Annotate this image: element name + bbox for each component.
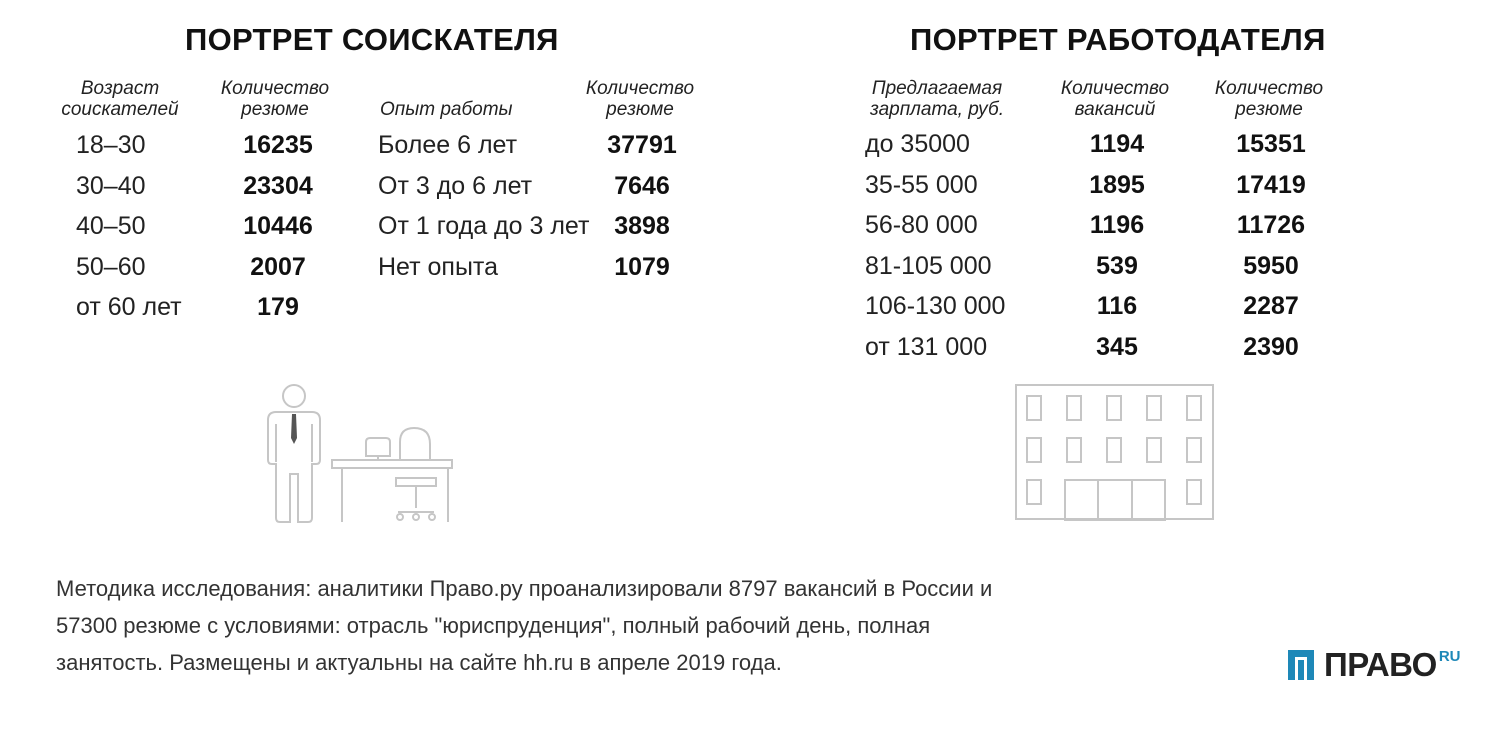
exp-header: Опыт работы [380,99,513,120]
age-label: 18–30 [76,131,146,159]
methodology-line2: 57300 резюме с условиями: отрасль "юриспруденция", полный рабочий день, полная [56,613,931,638]
resumes-value: 5950 [1243,252,1299,280]
age-value: 2007 [250,253,306,281]
exp-count-header-line1: Количество [585,78,695,99]
resumes-header-line1: Количество [1214,78,1324,99]
employer-title: ПОРТРЕТ РАБОТОДАТЕЛЯ [910,22,1326,57]
age-value: 179 [257,293,299,321]
salary-header [852,78,1022,120]
salary-label: 56-80 000 [865,211,978,239]
exp-value: 7646 [614,172,670,200]
salary-label: 106-130 000 [865,292,1006,320]
age-value: 10446 [243,212,313,240]
methodology-line3: занятость. Размещены и актуальны на сайте hh.ru в апреле 2019 года. [56,650,782,675]
vacancies-header [1045,78,1185,120]
salary-header-line2: зарплата, руб. [869,99,1005,120]
pravo-logo-icon [1288,650,1318,680]
resumes-value: 2287 [1243,292,1299,320]
logo-text: ПРАВО [1324,646,1437,683]
age-label: 50–60 [76,253,146,281]
exp-label: От 1 года до 3 лет [378,212,590,240]
exp-value: 3898 [614,212,670,240]
resumes-value: 2390 [1243,333,1299,361]
exp-count-header-line2: резюме [606,99,674,120]
age-value: 23304 [243,172,313,200]
salary-label: 35-55 000 [865,171,978,199]
age-value: 16235 [243,131,313,159]
resumes-value: 17419 [1236,171,1306,199]
exp-label: От 3 до 6 лет [378,172,533,200]
resumes-header-line2: резюме [1235,99,1303,120]
age-count-header-line1: Количество [220,78,330,99]
exp-value: 37791 [607,131,677,159]
vacancies-header-line1: Количество [1060,78,1170,99]
vacancies-header-line2: вакансий [1074,99,1156,120]
logo-suffix: RU [1438,648,1461,665]
age-header [50,78,190,120]
exp-value: 1079 [614,253,670,281]
age-header-line2: соискателей [61,99,179,120]
age-header-line1: Возраст [80,78,160,99]
methodology-line1: Методика исследования: аналитики Право.ру проанализировали 8797 вакансий в России и [56,576,993,601]
vacancies-value: 1895 [1089,171,1145,199]
salary-label: от 131 000 [865,333,988,361]
resumes-value: 15351 [1236,130,1306,158]
age-label: 30–40 [76,172,146,200]
age-label: от 60 лет [76,293,182,321]
exp-label: Нет опыта [378,253,499,281]
salary-header-line1: Предлагаемая [871,78,1003,99]
seeker-title: ПОРТРЕТ СОИСКАТЕЛЯ [185,22,559,57]
vacancies-value: 539 [1096,252,1138,280]
vacancies-value: 1196 [1089,211,1145,239]
vacancies-value: 345 [1096,333,1138,361]
exp-count-header [570,78,710,120]
salary-label: до 35000 [865,130,970,158]
pravo-ru-logo [1288,648,1461,682]
exp-label: Более 6 лет [378,131,518,159]
vacancies-value: 1194 [1089,130,1145,158]
office-building-icon [1015,384,1215,522]
person-desk-icon [262,382,472,524]
age-label: 40–50 [76,212,146,240]
salary-label: 81-105 000 [865,252,992,280]
age-count-header [205,78,345,120]
vacancies-value: 116 [1096,292,1138,320]
age-count-header-line2: резюме [241,99,309,120]
methodology-note [56,570,1256,681]
resumes-header [1199,78,1339,120]
resumes-value: 11726 [1236,211,1306,239]
